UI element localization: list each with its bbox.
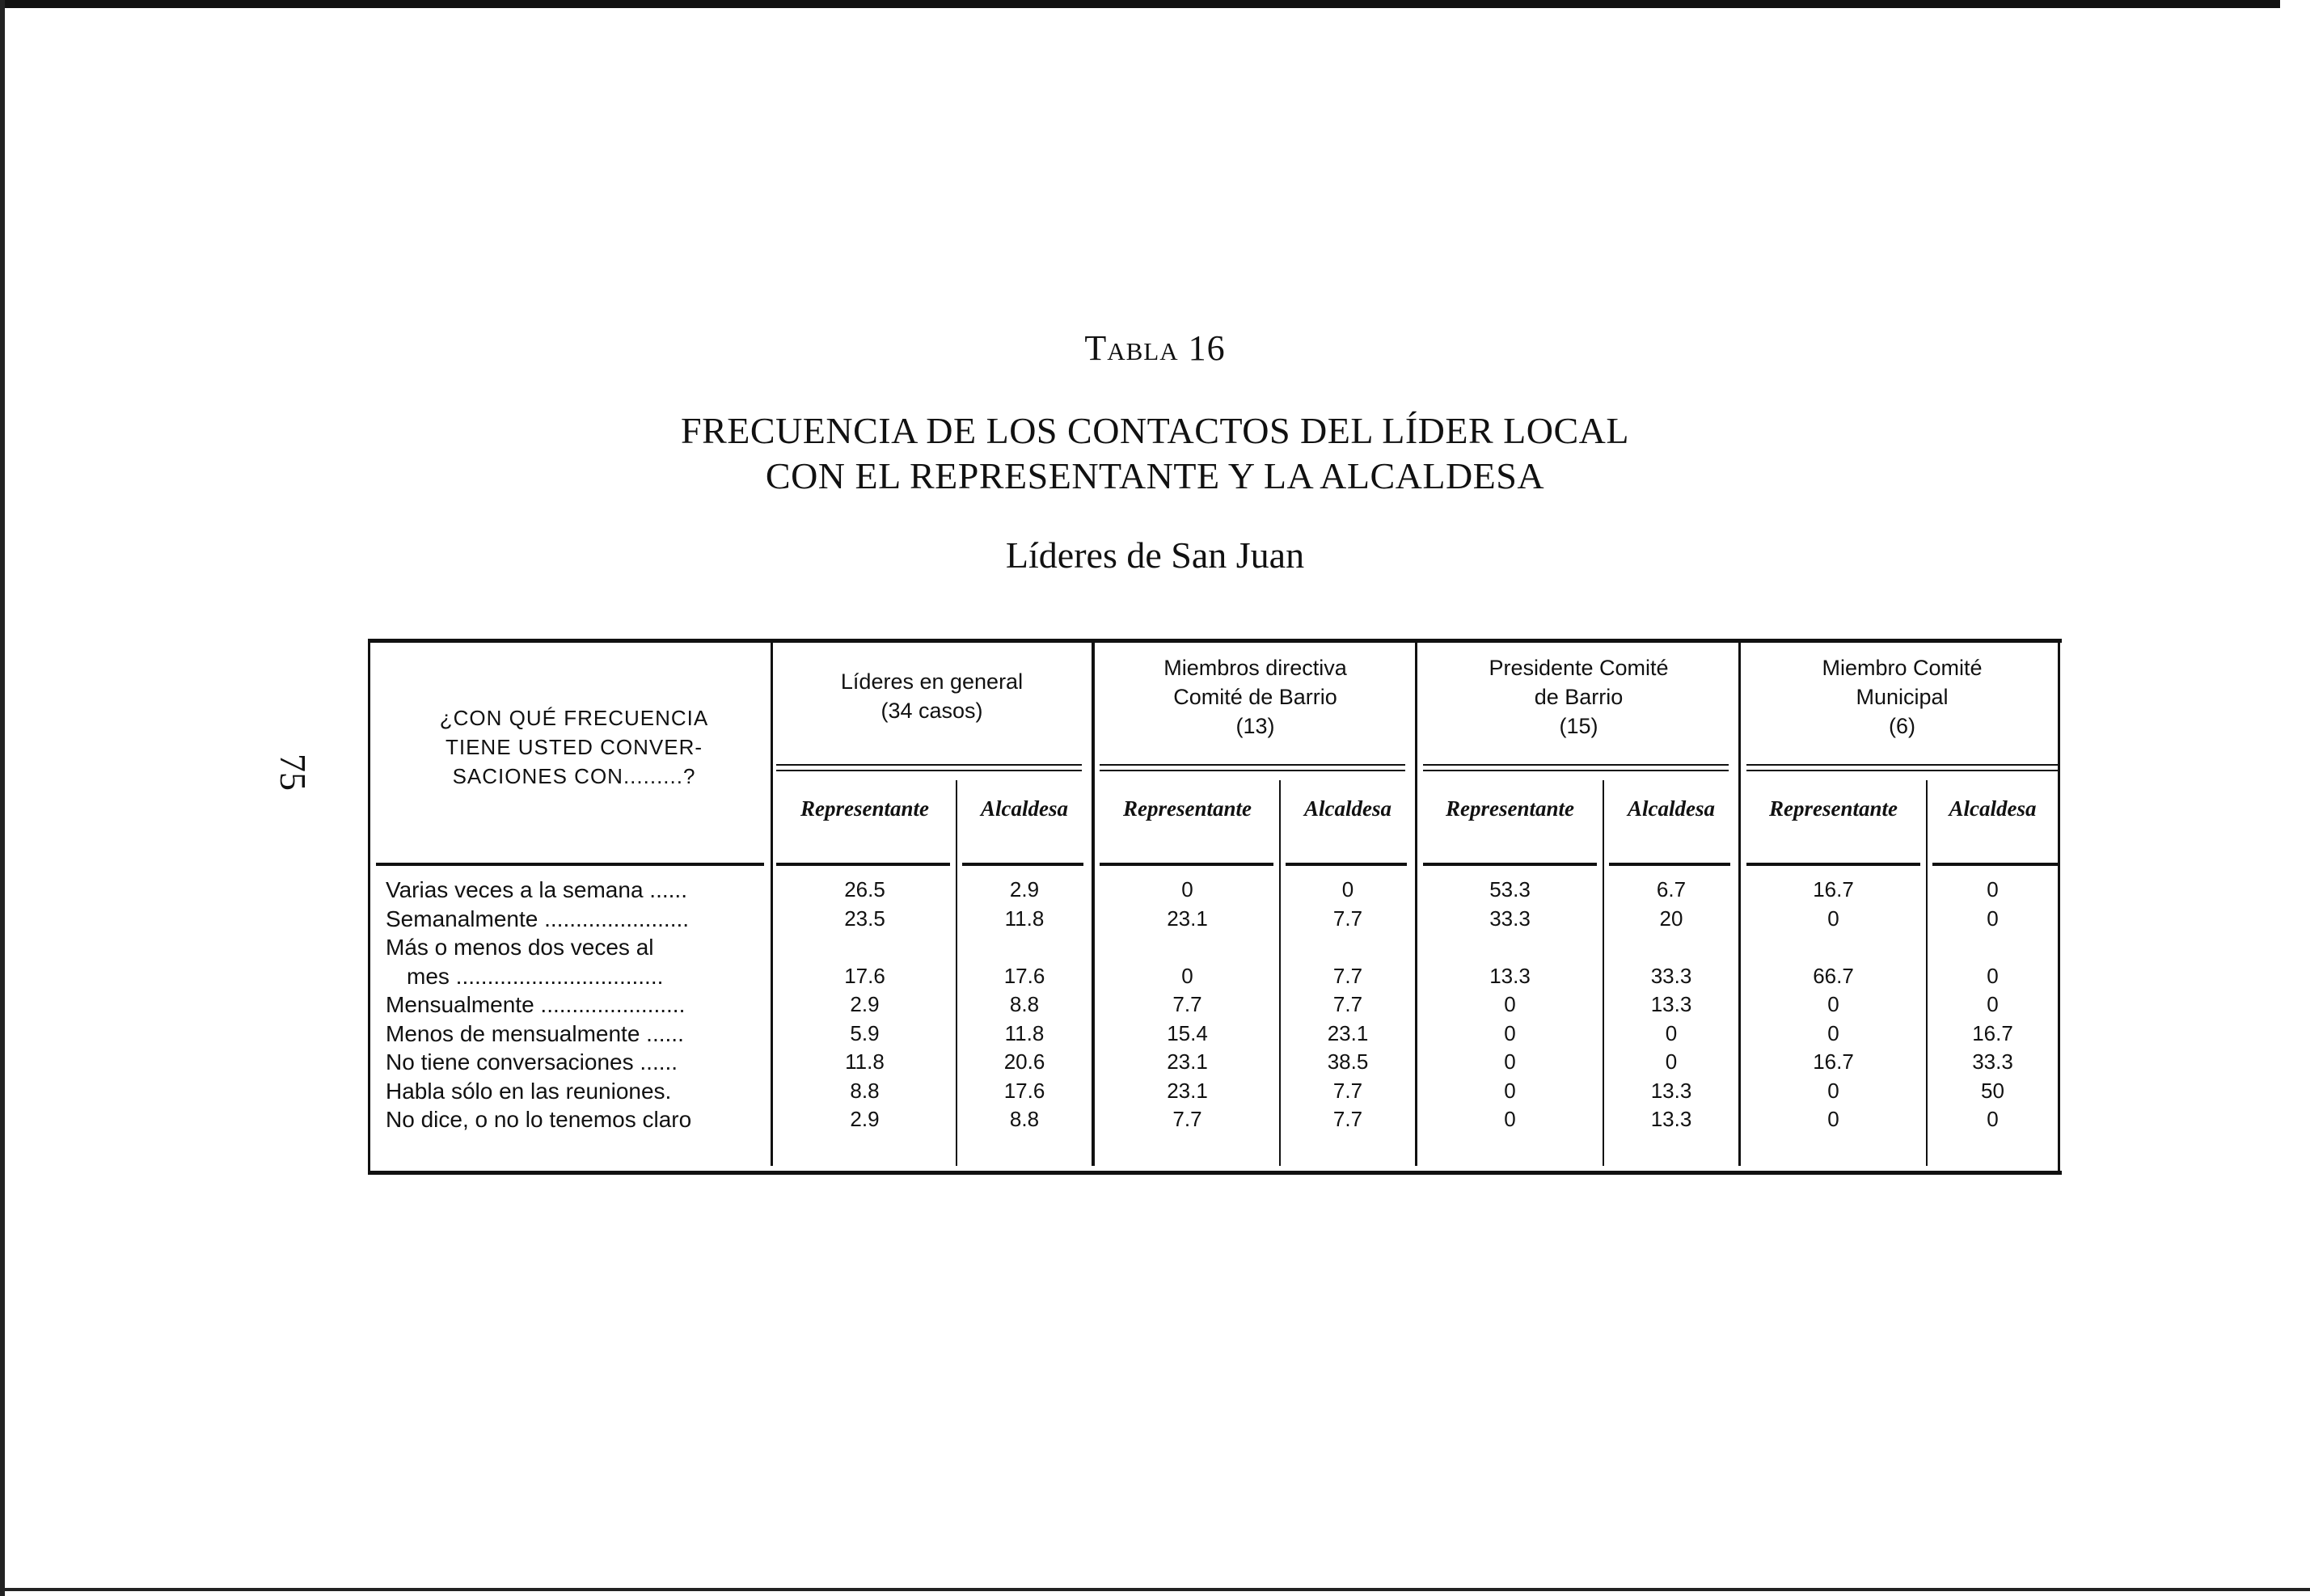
header-bottom-rule-2 [962,863,1083,866]
table-cell: 38.5 [1327,1049,1369,1074]
left-border-rule [368,639,370,1172]
header-bottom-rule-7 [1746,863,1920,866]
table-cell: 15.4 [1167,1020,1208,1045]
group-header-miembro-comite-municipal [1746,653,2058,741]
table-cell: 33.3 [1972,1049,2013,1074]
table-cell: 0 [1504,1049,1516,1074]
table-cell: 13.3 [1650,1078,1692,1103]
table-cell: 13.3 [1489,963,1531,988]
table-cell: 53.3 [1489,877,1531,901]
table-cell: 11.8 [1004,906,1045,931]
group-rule-3b [1423,770,1729,771]
table-cell: 0 [1987,1107,1999,1131]
group-header-line: Miembros directiva [1163,656,1347,680]
group-header-line: (34 casos) [881,699,983,723]
header-bottom-rule-5 [1423,863,1597,866]
frequency-table [368,639,2062,1176]
group-rule-4b [1746,770,2058,771]
table-cell: 16.7 [1972,1020,2013,1045]
row-label: Mensualmente ....................... [386,992,686,1017]
group-rule-2b [1100,770,1405,771]
row-label: mes ................................. [407,963,664,989]
page-border-bottom [0,1588,2310,1591]
title-line-2: CON EL REPRESENTANTE Y LA ALCALDESA [765,455,1545,496]
subheader-representante-4: Representante [1769,796,1898,821]
header-bottom-rule-1 [776,863,950,866]
row-label: No dice, o no lo tenemos claro [386,1107,692,1132]
table-cell: 0 [1827,906,1839,931]
subheader-alcaldesa-4: Alcaldesa [1949,796,2037,821]
right-border-rule [2058,639,2060,1172]
group-header-presidente-comite [1423,653,1734,741]
group-header-line: (13) [1235,714,1275,738]
group-header-line: de Barrio [1534,685,1624,709]
table-cell: 7.7 [1332,1078,1363,1103]
table-cell: 26.5 [844,877,885,901]
table-cell: 2.9 [850,992,880,1016]
table-cell: 8.8 [1009,1107,1040,1131]
title-line-1: FRECUENCIA DE LOS CONTACTOS DEL LÍDER LOCAL [681,410,1629,451]
subheader-alcaldesa-3: Alcaldesa [1628,796,1715,821]
group-header-line: Presidente Comité [1489,656,1669,680]
table-cell: 17.6 [1003,963,1045,988]
table-cell: 50 [1981,1078,2004,1103]
question-line-2: TIENE USTED CONVER- [445,735,703,759]
table-cell: 0 [1504,1020,1516,1045]
subheader-representante-2: Representante [1123,796,1252,821]
group-header-line: Líderes en general [840,669,1024,694]
row-label: Varias veces a la semana ...... [386,877,687,902]
question-line-3: SACIONES CON.........? [452,764,696,788]
table-cell: 11.8 [845,1049,885,1074]
table-cell: 7.7 [1332,992,1363,1016]
table-title [0,408,2310,499]
header-bottom-rule-4 [1286,863,1407,866]
table-cell: 17.6 [1003,1078,1045,1103]
table-cell: 33.3 [1650,963,1692,988]
question-line-1: ¿CON QUÉ FRECUENCIA [439,706,709,730]
table-top-rule [368,639,2062,643]
col-rule-group-2 [1092,639,1095,1166]
group-header-line: (6) [1889,714,1915,738]
table-cell: 8.8 [850,1078,880,1103]
group-header-line: Municipal [1856,685,1949,709]
table-cell: 0 [1827,992,1839,1016]
table-cell: 7.7 [1332,1107,1363,1131]
table-cell: 0 [1181,963,1193,988]
table-cell: 0 [1504,992,1516,1016]
subheader-alcaldesa-2: Alcaldesa [1304,796,1391,821]
table-cell: 17.6 [844,963,885,988]
table-cell: 7.7 [1172,1107,1202,1131]
group-header-miembros-directiva [1100,653,1411,741]
table-cell: 7.7 [1332,906,1363,931]
row-label: Menos de mensualmente ...... [386,1020,684,1046]
table-cell: 0 [1987,906,1999,931]
table-label: Tabla 16 [1084,328,1226,368]
table-cell: 0 [1341,877,1354,901]
table-cell: 0 [1987,963,1999,988]
table-cell: 2.9 [1009,877,1040,901]
table-cell: 0 [1504,1078,1516,1103]
group-rule-2a [1100,764,1405,766]
page-border-left [0,0,5,1596]
table-cell: 7.7 [1172,992,1202,1016]
table-cell: 0 [1181,877,1193,901]
page-border-top [0,0,2280,8]
question-header [384,703,764,791]
row-label: Habla sólo en las reuniones. [386,1078,672,1104]
group-rule-1b [776,770,1082,771]
table-cell: 11.8 [1004,1020,1045,1045]
table-cell: 23.1 [1327,1020,1369,1045]
table-cell: 0 [1504,1107,1516,1131]
row-label: No tiene conversaciones ...... [386,1049,678,1075]
group-header-line: (15) [1559,714,1598,738]
table-cell: 6.7 [1656,877,1687,901]
table-cell: 0 [1987,877,1999,901]
table-cell: 13.3 [1650,992,1692,1016]
table-cell: 16.7 [1813,1049,1854,1074]
table-cell: 33.3 [1489,906,1531,931]
table-bottom-rule [368,1171,2062,1175]
row-label: Más o menos dos veces al [386,935,654,960]
table-cell: 0 [1827,1078,1839,1103]
table-cell: 0 [1827,1107,1839,1131]
header-bottom-rule-label [376,863,764,866]
group-rule-3a [1423,764,1729,766]
table-cell: 13.3 [1650,1107,1692,1131]
table-cell: 23.5 [844,906,885,931]
table-cell: 0 [1827,1020,1839,1045]
header-bottom-rule-6 [1609,863,1730,866]
table-cell: 0 [1665,1049,1678,1074]
table-cell: 20.6 [1003,1049,1045,1074]
group-header-line: Miembro Comité [1822,656,1983,680]
table-cell: 0 [1987,992,1999,1016]
table-cell: 20 [1659,906,1683,931]
subheader-representante-3: Representante [1446,796,1574,821]
group-header-line: Comité de Barrio [1173,685,1337,709]
table-cell: 23.1 [1167,1078,1208,1103]
page-number: 75 [272,754,314,791]
group-rule-4a [1746,764,2058,766]
table-cell: 23.1 [1167,906,1208,931]
header-bottom-rule-3 [1100,863,1273,866]
table-cell: 2.9 [850,1107,880,1131]
header-bottom-rule-8 [1932,863,2058,866]
group-header-lideres-general [776,667,1087,725]
table-cell: 5.9 [850,1020,880,1045]
col-rule-label [771,639,773,1166]
table-cell: 23.1 [1167,1049,1208,1074]
table-cell: 0 [1665,1020,1678,1045]
row-label: Semanalmente ....................... [386,906,690,931]
subheader-representante-1: Representante [800,796,929,821]
subheader-alcaldesa-1: Alcaldesa [981,796,1068,821]
table-cell: 16.7 [1813,877,1854,901]
table-cell: 8.8 [1009,992,1040,1016]
table-cell: 7.7 [1332,963,1363,988]
table-cell: 66.7 [1813,963,1854,988]
table-subtitle: Líderes de San Juan [1005,534,1305,576]
group-rule-1a [776,764,1082,766]
